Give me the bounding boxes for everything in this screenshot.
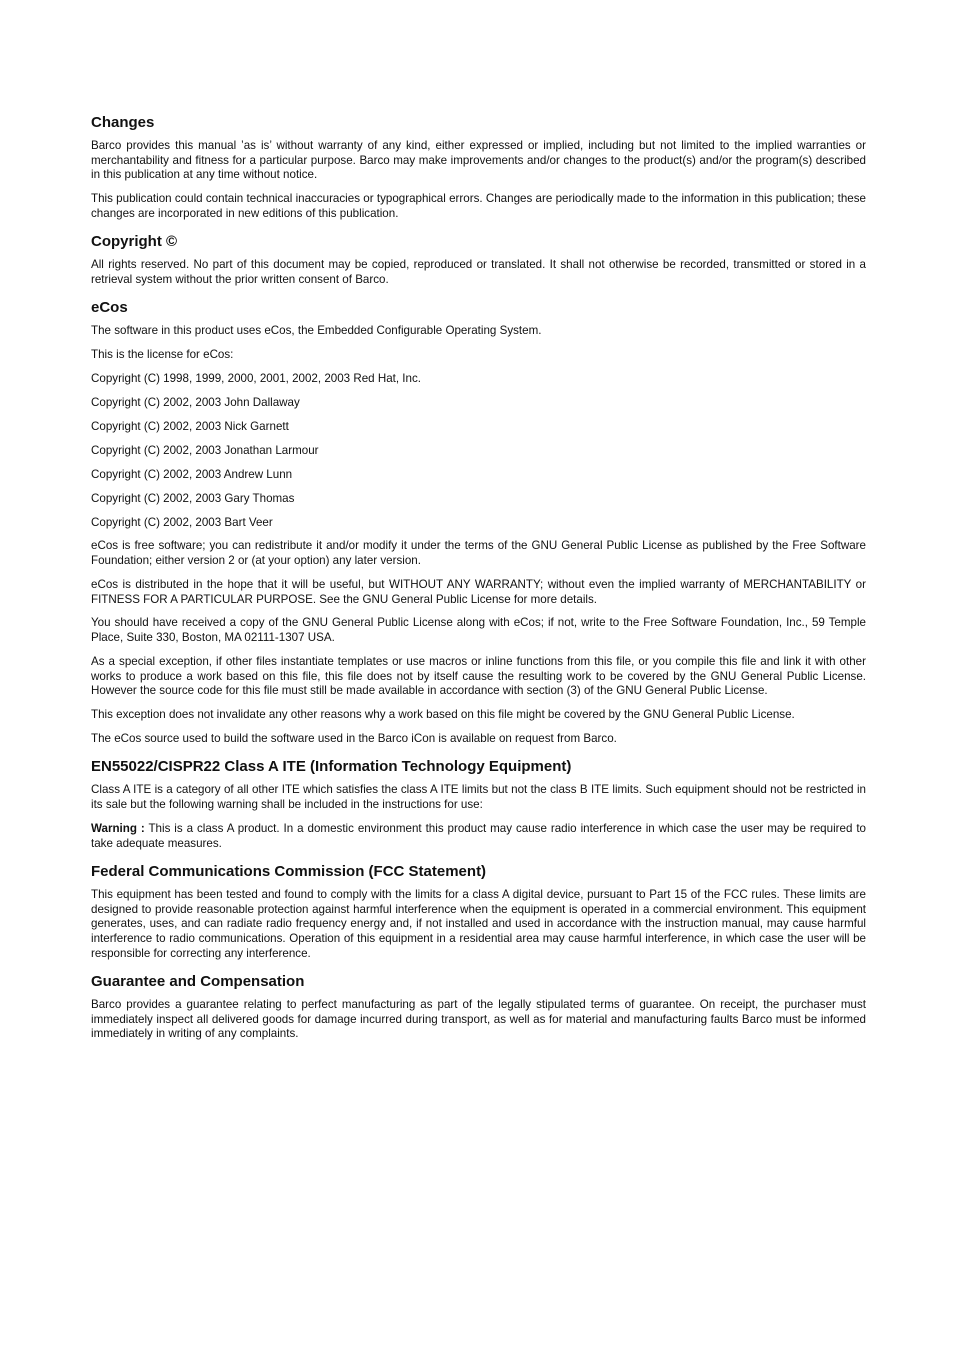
paragraph: eCos is distributed in the hope that it will be useful, but WITHOUT ANY WARRANTY; without even the implied warranty of MERCHANTABILITY or FITNESS FOR A PARTICULAR PURPOSE. See the GNU General Public License for more details. — [91, 577, 866, 606]
copyright-line: Copyright (C) 2002, 2003 Gary Thomas — [91, 491, 295, 505]
section-guarantee — [91, 972, 866, 1042]
paragraph: All rights reserved. No part of this document may be copied, reproduced or translated. It shall not otherwise be recorded, transmitted or stored in a retrieval system without the prior written consent of Barco. — [91, 258, 866, 286]
paragraph: Class A ITE is a category of all other ITE which satisfies the class A ITE limits but not the class B ITE limits. Such equipment should not be restricted in its sale but the following warning shall be included in the instructions for use: — [91, 783, 866, 812]
copyright-line: Copyright (C) 2002, 2003 John Dallaway — [91, 396, 300, 410]
paragraph: Barco provides this manual ’as is’ without warranty of any kind, either expressed or implied, including but not limited to the implied warranties or merchantability and fitness for a particular purpose. Barco may make improvements and/or changes to the product(s) and/or the program(s) described in this publication at any time without notice. — [91, 139, 866, 182]
paragraph: This exception does not invalidate any other reasons why a work based on this file might be covered by the GNU General Public License. — [91, 708, 795, 721]
paragraph: The eCos source used to build the software used in the Barco iCon is available on request from Barco. — [91, 731, 617, 745]
section-changes — [91, 113, 866, 221]
paragraph: This equipment has been tested and found to comply with the limits for a class A digital device, pursuant to Part 15 of the FCC rules. These limits are designed to provide reasonable protection against harmful interference when the equipment is operated in a commercial environment. This equipment generates, uses, and can radiate radio frequency energy and, if not installed and used in accordance with the instruction manual, may cause harmful interference to radio communications. Operation of this equipment in a residential area may cause harmful interference, in which case the user will be responsible for correcting any interference. — [91, 888, 866, 960]
section-en55022 — [91, 757, 866, 851]
paragraph: Barco provides a guarantee relating to perfect manufacturing as part of the legally stipulated terms of guarantee. On receipt, the purchaser must immediately inspect all delivered goods for damage incurred during transport, as well as for material and manufacturing faults Barco must be informed immediately in writing of any complaints. — [91, 998, 866, 1041]
copyright-line: Copyright (C) 2002, 2003 Andrew Lunn — [91, 467, 293, 481]
heading-en55022: EN55022/CISPR22 Class A ITE (Information Technology Equipment) — [91, 758, 572, 776]
document-page — [91, 113, 866, 1051]
heading-changes: Changes — [91, 114, 155, 131]
section-fcc — [91, 862, 866, 961]
heading-ecos: eCos — [91, 299, 128, 317]
warning-text: This is a class A product. In a domestic environment this product may cause radio interference in which case the user may be required to take adequate measures. — [91, 821, 866, 850]
heading-guarantee: Guarantee and Compensation — [91, 973, 305, 991]
copyright-line: Copyright (C) 2002, 2003 Bart Veer — [91, 515, 273, 529]
copyright-line: Copyright (C) 2002, 2003 Nick Garnett — [91, 420, 289, 434]
heading-fcc: Federal Communications Commission (FCC Statement) — [91, 863, 487, 881]
paragraph: This publication could contain technical inaccuracies or typographical errors. Changes are periodically made to the information in this publication; these changes are incorporated in new editions of this publication. — [91, 192, 866, 220]
paragraph: This is the license for eCos: — [91, 348, 234, 362]
paragraph: You should have received a copy of the GNU General Public License along with eCos; if not, write to the Free Software Foundation, Inc., 59 Temple Place, Suite 330, Boston, MA 02111-1307 USA. — [91, 616, 866, 645]
copyright-line: Copyright (C) 2002, 2003 Jonathan Larmour — [91, 443, 319, 457]
section-ecos — [91, 298, 866, 746]
warning-label: Warning : — [91, 821, 145, 835]
heading-copyright: Copyright © — [91, 233, 178, 251]
section-copyright — [91, 232, 866, 287]
warning-paragraph — [91, 822, 866, 851]
copyright-line: Copyright (C) 1998, 1999, 2000, 2001, 2002, 2003 Red Hat, Inc. — [91, 372, 421, 386]
paragraph: As a special exception, if other files instantiate templates or use macros or inline functions from this file, or you compile this file and link it with other works to produce a work based on this file, this file does not by itself cause the resulting work to be covered by the GNU General Public License. However the source code for this file must still be made available in accordance with section (3) of the GNU General Public License. — [91, 654, 866, 698]
paragraph: The software in this product uses eCos, the Embedded Configurable Operating System. — [91, 324, 542, 338]
paragraph: eCos is free software; you can redistribute it and/or modify it under the terms of the GNU General Public License as published by the Free Software Foundation; either version 2 or (at your option) any later version. — [91, 539, 866, 568]
